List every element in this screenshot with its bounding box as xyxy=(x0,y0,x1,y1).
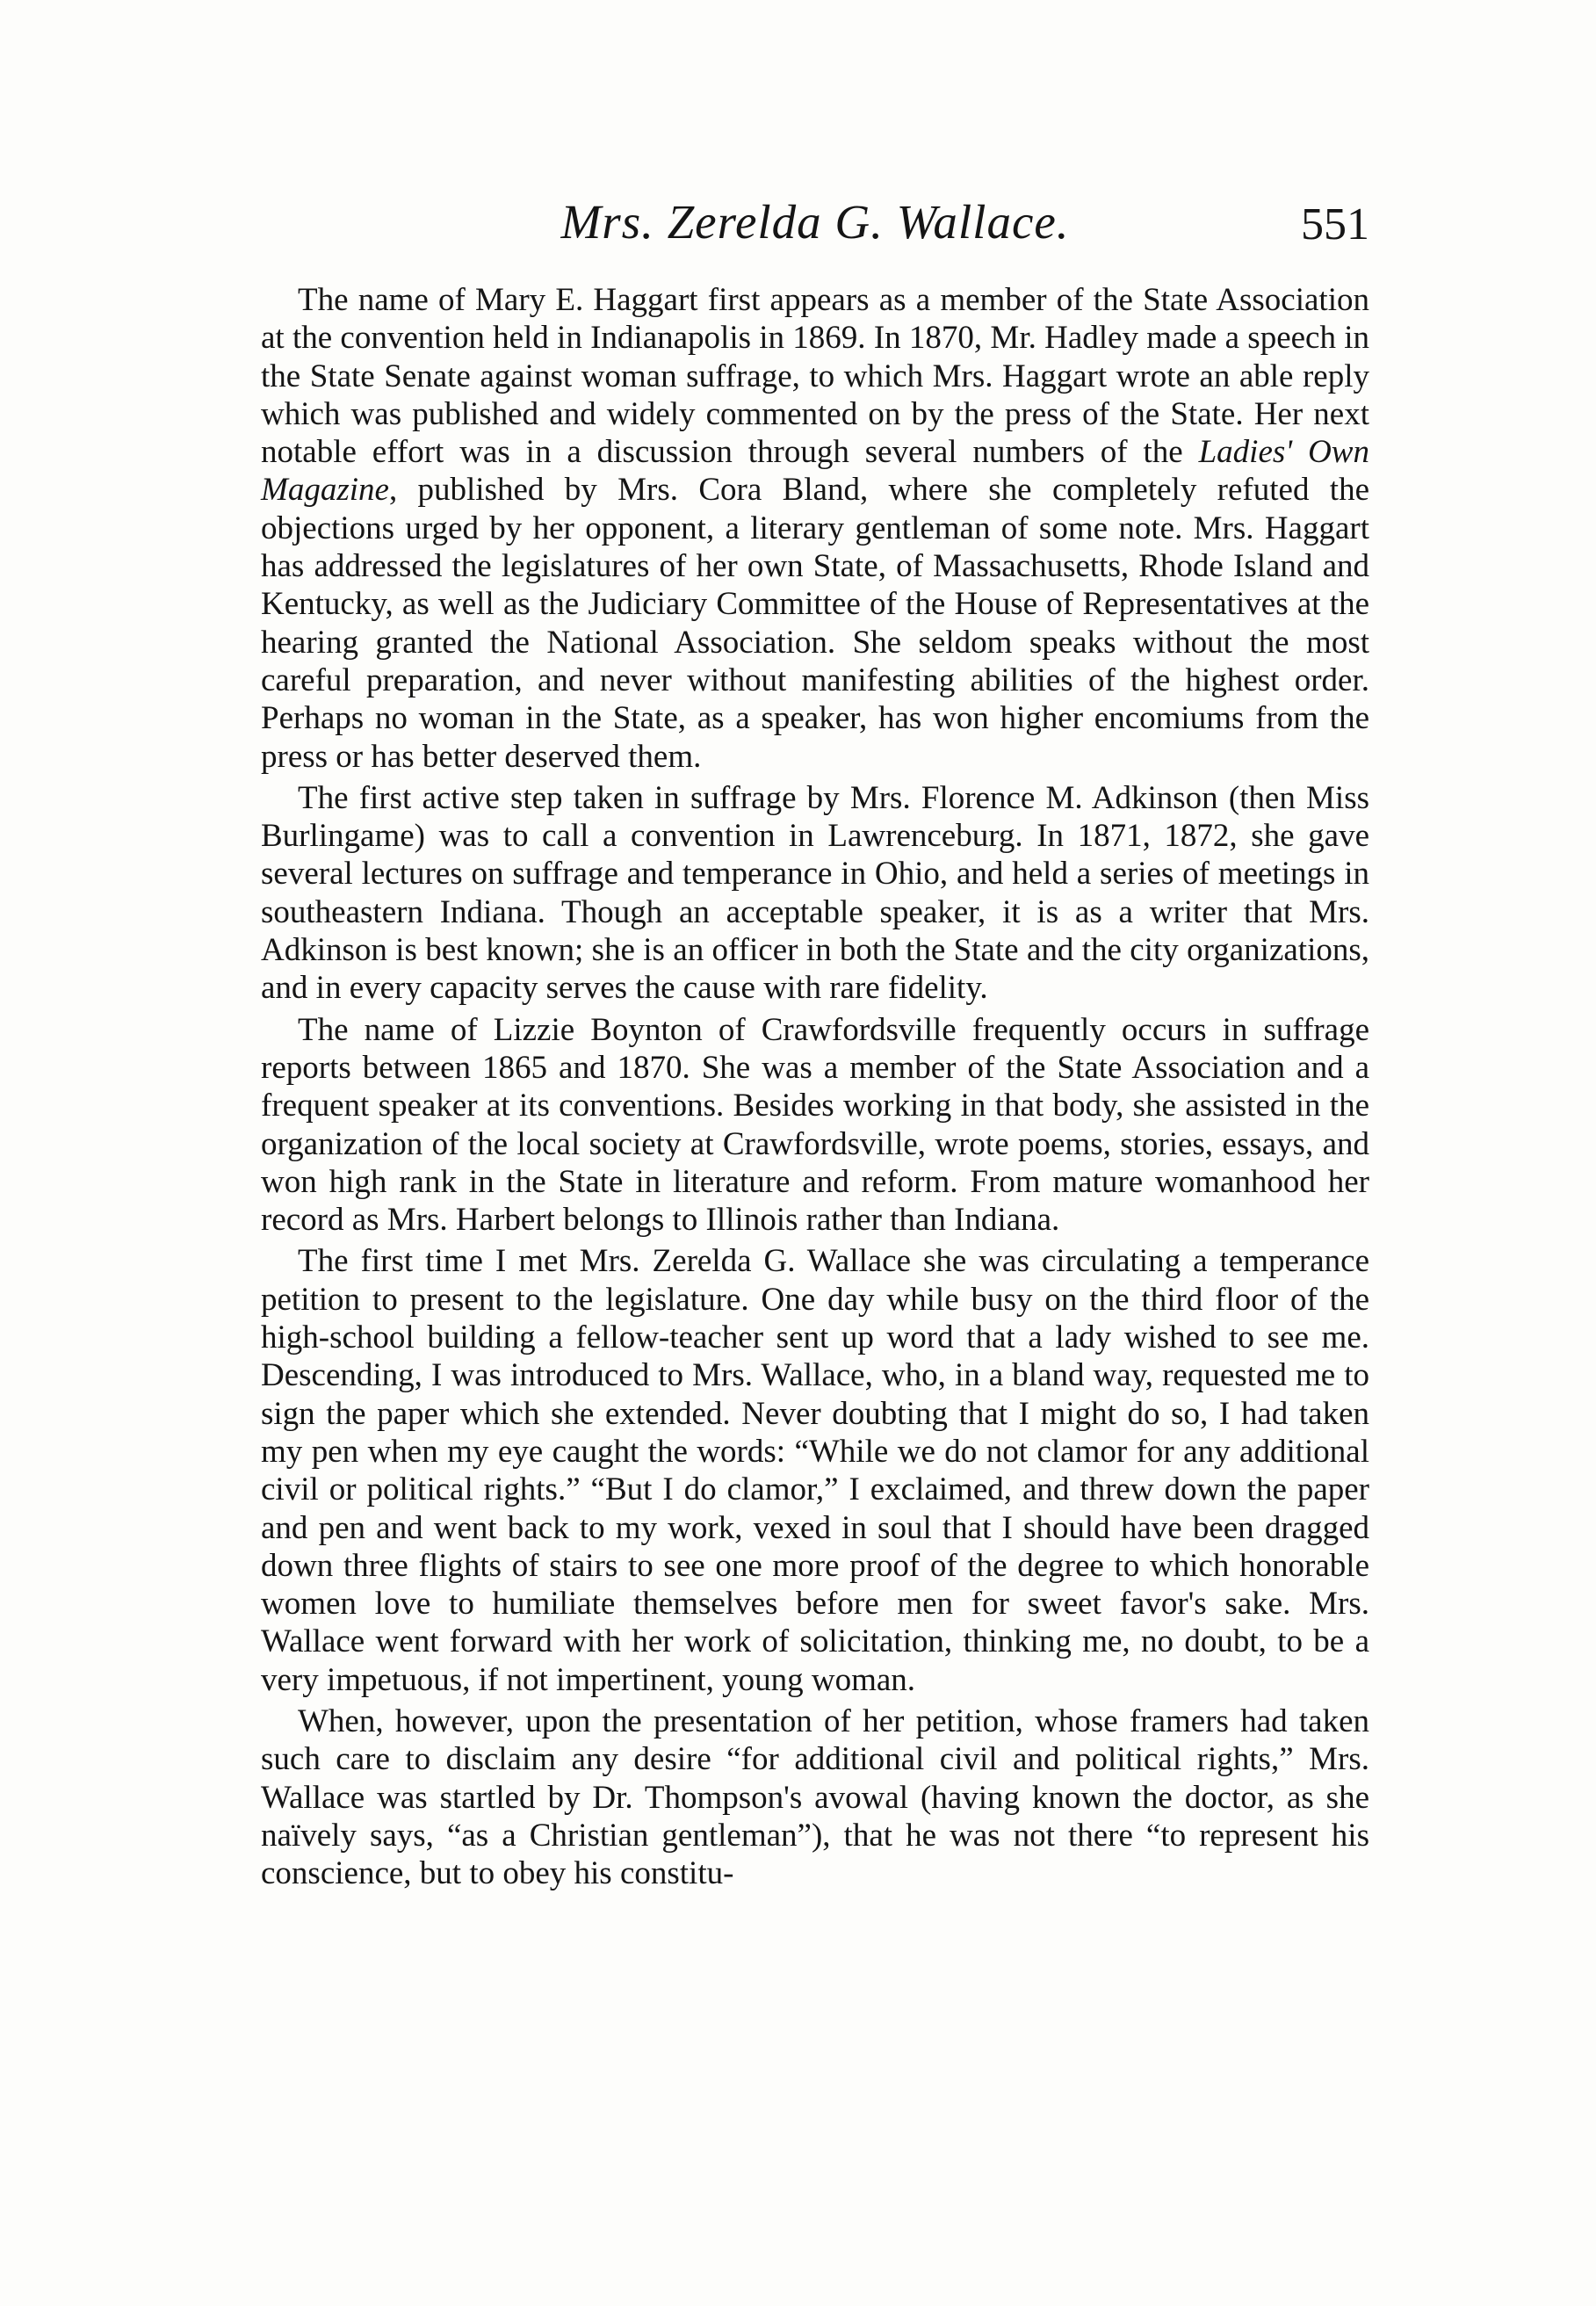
paragraph-wallace-meeting: The first time I met Mrs. Zerelda G. Wallace she was circulating a temperance petition to present to the legislature. One day while busy on the third floor of the high-school building a fellow-teacher sent up word that a lady wished to see me. Descending, I was introduced to Mrs. Wallace, who, in a bland way, requested me to sign the paper which she extended. Never doubting that I might do so, I had taken my pen when my eye caught the words: “While we do not clamor for any additional civil or political rights.” “But I do clamor,” I exclaimed, and threw down the paper and pen and went back to my work, vexed in soul that I should have been dragged down three flights of stairs to see one more proof of the degree to which honorable women love to humiliate themselves before men for sweet favor's sake. Mrs. Wallace went forward with her work of solicitation, thinking me, no doubt, to be a very impetuous, if not impertinent, young woman. xyxy=(261,1243,1369,1698)
body-text xyxy=(261,281,1369,1896)
paragraph-adkinson: The first active step taken in suffrage by Mrs. Florence M. Adkinson (then Miss Burlingame) was to call a convention in Lawrenceburg. In 1871, 1872, she gave several lectures on suffrage and temperance in Ohio, and held a series of meetings in southeastern Indiana. Though an acceptable speaker, it is as a writer that Mrs. Adkinson is best known; she is an officer in both the State and the city organizations, and in every capacity serves the cause with rare fidelity. xyxy=(261,779,1369,1007)
paragraph-haggart-text-2: , published by Mrs. Cora Bland, where she completely refuted the objections urged by her opponent, a literary gentleman of some note. Mrs. Haggart has addressed the legislatures of her own State, of Massachusetts, Rhode Island and Kentucky, as well as the Judiciary Committee of the House of Representatives at the hearing granted the National Association. She seldom speaks without the most careful preparation, and never without manifesting abilities of the highest order. Perhaps no woman in the State, as a speaker, has won higher encomiums from the press or has better deserved them. xyxy=(261,472,1369,775)
running-title: Mrs. Zerelda G. Wallace. xyxy=(560,195,1070,249)
running-head xyxy=(261,192,1369,253)
paragraph-haggart-text-1: The name of Mary E. Haggart first appears as a member of the State Association at the convention held in Indianapolis in 1869. In 1870, Mr. Hadley made a speech in the State Senate against woman suffrage, to which Mrs. Haggart wrote an able reply which was published and widely commented on by the press of the State. Her next notable effort was in a discussion through several numbers of the xyxy=(261,282,1369,471)
page-number: 551 xyxy=(1301,199,1369,249)
paragraph-wallace-petition: When, however, upon the presentation of her petition, whose framers had taken such care to disclaim any desire “for additional civil and political rights,” Mrs. Wallace was startled by Dr. Thompson's avowal (having known the doctor, as she naïvely says, “as a Christian gentleman”), that he was not there “to represent his conscience, but to obey his constitu- xyxy=(261,1702,1369,1892)
paragraph-boynton: The name of Lizzie Boynton of Crawfordsville frequently occurs in suffrage reports between 1865 and 1870. She was a member of the State Association and a frequent speaker at its conventions. Besides working in that body, she assisted in the organization of the local society at Crawfordsville, wrote poems, stories, essays, and won high rank in the State in literature and reform. From mature womanhood her record as Mrs. Harbert belongs to Illinois rather than Indiana. xyxy=(261,1011,1369,1239)
paragraph-haggart xyxy=(261,281,1369,776)
magazine-title-italic: Ladies' Own Magazine xyxy=(261,434,1369,509)
